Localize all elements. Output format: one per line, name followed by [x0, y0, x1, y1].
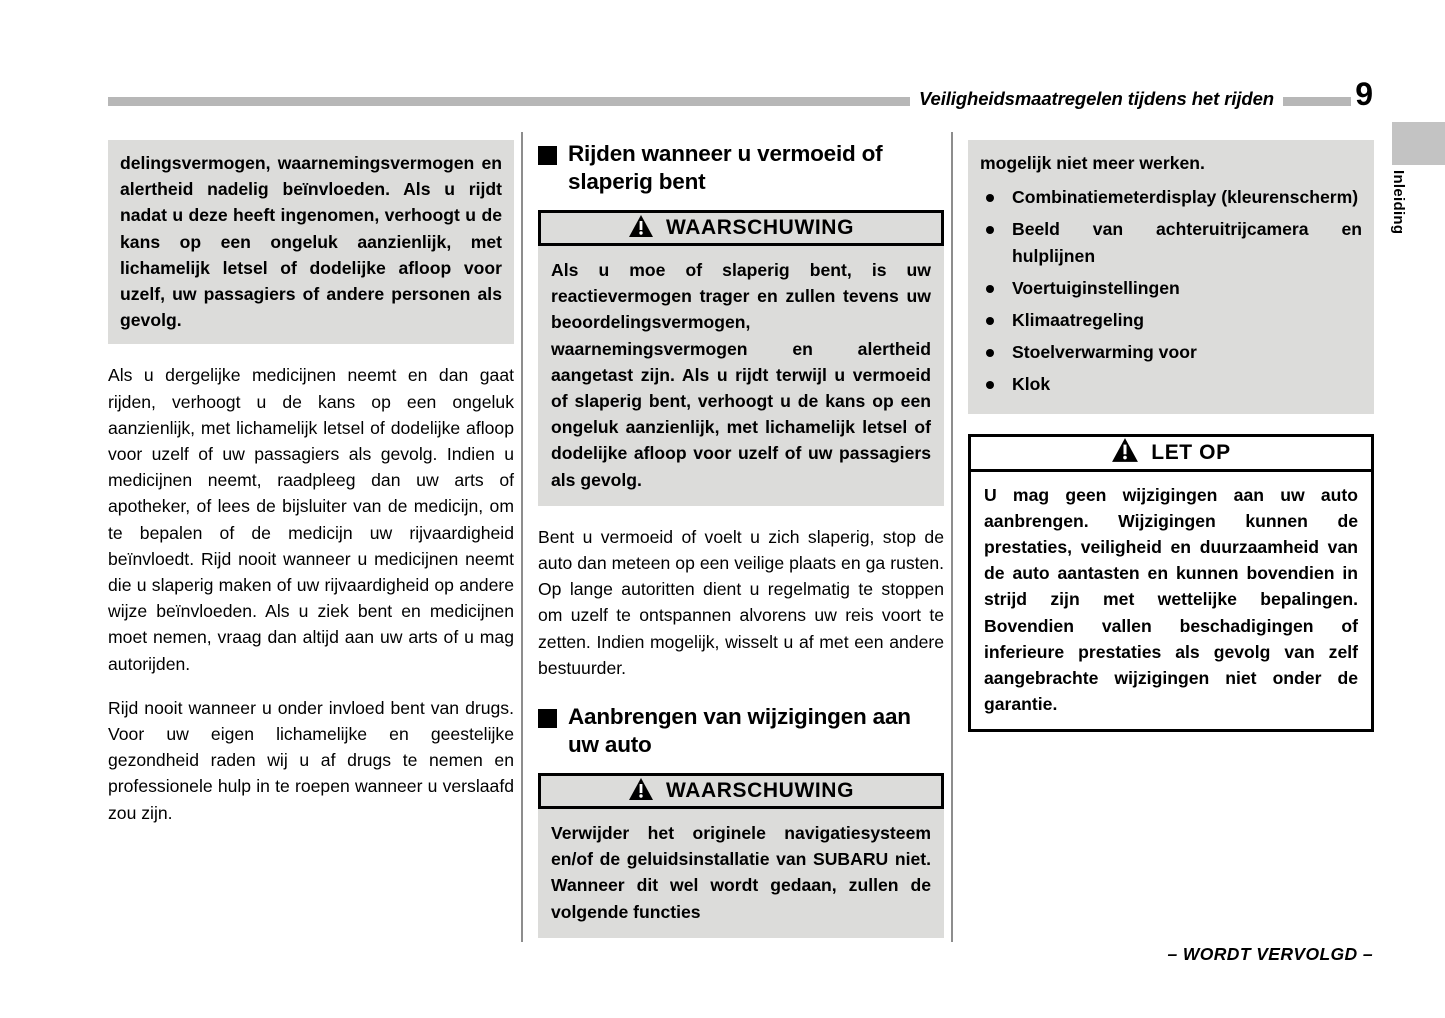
left-column [108, 140, 514, 826]
caution-header [968, 434, 1374, 472]
warning-triangle-icon [1111, 437, 1139, 468]
black-square-marker-icon [538, 709, 557, 728]
warning-header-2 [538, 773, 944, 809]
warning-text-2: Verwijder het originele navigatiesysteem en/of de geluidsinstallatie van SUBARU niet. Wanneer dit wel wordt gedaan, zullen de volgende functies [551, 823, 931, 922]
list-item [980, 371, 1362, 397]
caution-text: U mag geen wijzigingen aan uw auto aanbrengen. Wijzigingen kunnen de prestaties, veiligheid en duurzaamheid van de auto aantasten en kunnen bovendien in strijd zijn met wettelijke bepalingen. Bovendien vallen beschadigingen of inferieure prestaties als gevolg van zelf aangebrachte wijzigingen niet onder de garantie. [984, 484, 1358, 715]
section-heading-wijzigingen [538, 703, 944, 759]
warning-body-2 [538, 809, 944, 938]
list-item [980, 184, 1362, 210]
page-header [108, 76, 1373, 116]
column-divider-right [951, 132, 953, 942]
caution-body [968, 472, 1374, 733]
list-item [980, 275, 1362, 301]
middle-column [538, 140, 944, 938]
warning-triangle-icon [628, 214, 654, 243]
middle-paragraph-1: Bent u vermoeid of voelt u zich slaperig, stop de auto dan meteen op een veilige plaats en ga rusten. Op lange autoritten dient u regelmatig te stoppen om uzelf te ontspannen alvorens uw reis voort te zetten. Indien mogelijk, wisselt u af met een andere bestuurder. [538, 526, 944, 678]
disabled-functions-list [980, 184, 1362, 397]
bullet-dot-icon [986, 317, 994, 325]
list-item-label: Klimaatregeling [1012, 310, 1144, 331]
warning-label-1: WAARSCHUWING [665, 216, 855, 239]
bullet-dot-icon [986, 381, 994, 389]
side-tab-block [1392, 122, 1445, 165]
right-column [968, 140, 1374, 732]
warning-triangle-icon [628, 777, 654, 806]
warning-header-1 [538, 210, 944, 246]
bullet-dot-icon [986, 226, 994, 234]
bullet-dot-icon [986, 349, 994, 357]
right-continuation-text: mogelijk niet meer werken. [980, 153, 1205, 173]
list-item [980, 307, 1362, 333]
section-heading-text: Aanbrengen van wijzigingen aan uw auto [568, 704, 911, 758]
list-item-label: Voertuiginstellingen [1012, 277, 1180, 298]
list-item-label: Klok [1012, 374, 1051, 395]
warning-text-1: Als u moe of slaperig bent, is uw reactievermogen trager en zullen tevens uw beoordelingsvermogen, waarnemingsvermogen en alertheid aangetast zijn. Als u rijdt terwijl u vermoeid of slaperig bent, verhoogt u de kans op een ongeluk aanzienlijk, met lichamelijk letsel of dodelijke afloop voor uzelf of uw passagiers als gevolg. [551, 260, 931, 490]
section-heading-text: Rijden wanneer u vermoeid of slaperig bent [568, 141, 883, 194]
page-number: 9 [1355, 76, 1373, 112]
bullet-dot-icon [986, 285, 994, 293]
left-paragraph-2: Rijd nooit wanneer u onder invloed bent van drugs. Voor uw eigen lichamelijke en geestelijke gezondheid raden wij u af drugs te nemen en professionele hulp in te roepen wanneer u verslaafd zou zijn. [108, 697, 514, 823]
shaded-continuation-block [108, 140, 514, 344]
bullet-dot-icon [986, 194, 994, 202]
warning-body-1 [538, 246, 944, 506]
side-tab-label: Inleiding [1390, 170, 1407, 235]
caution-label: LET OP [1151, 440, 1231, 464]
section-heading-rijden-vermoeid [538, 140, 944, 196]
list-item-label: Beeld van achteruitrijcamera en hulplijnen [1012, 219, 1362, 266]
left-paragraph-1: Als u dergelijke medicijnen neemt en dan gaat rijden, verhoogt u de kans op een ongeluk aanzienlijk, met lichamelijk letsel of dodelijke afloop voor uzelf of uw passagiers als gevolg. Indien u medicijnen neemt, raadpleeg dan uw arts of apotheker, of lees de bijsluiter van de medicijn, om te bepalen of de medicijn uw rijvaardigheid beïnvloedt. Rijd nooit wanneer u medicijnen neemt die u slaperig maken of uw rijvaardigheid op andere wijze beïnvloeden. Als u ziek bent en medicijnen moet nemen, vraag dan altijd aan uw arts of u mag autorijden. [108, 365, 514, 674]
page-title: Veiligheidsmaatregelen tijdens het rijden [910, 86, 1283, 112]
continued-footer: – WORDT VERVOLGD – [1167, 944, 1373, 964]
right-continuation-block [968, 140, 1374, 414]
list-item-label: Combinatiemeterdisplay (kleurenscherm) [1012, 187, 1359, 208]
black-square-marker-icon [538, 146, 557, 165]
caution-box [968, 434, 1374, 733]
warning-label-2: WAARSCHUWING [665, 779, 855, 803]
shaded-continuation-text: delingsvermogen, waarnemingsvermogen en alertheid nadelig beïnvloeden. Als u rijdt nadat u deze heeft ingenomen, verhoogt u de kans op een ongeluk aanzienlijk, met lichamelijk letsel of dodelijke afloop voor uzelf, uw passagiers of andere personen als gevolg. [120, 153, 502, 331]
list-item-label: Stoelverwarming voor [1012, 342, 1197, 363]
list-item [980, 216, 1362, 268]
column-divider-left [521, 132, 523, 942]
list-item [980, 339, 1362, 365]
